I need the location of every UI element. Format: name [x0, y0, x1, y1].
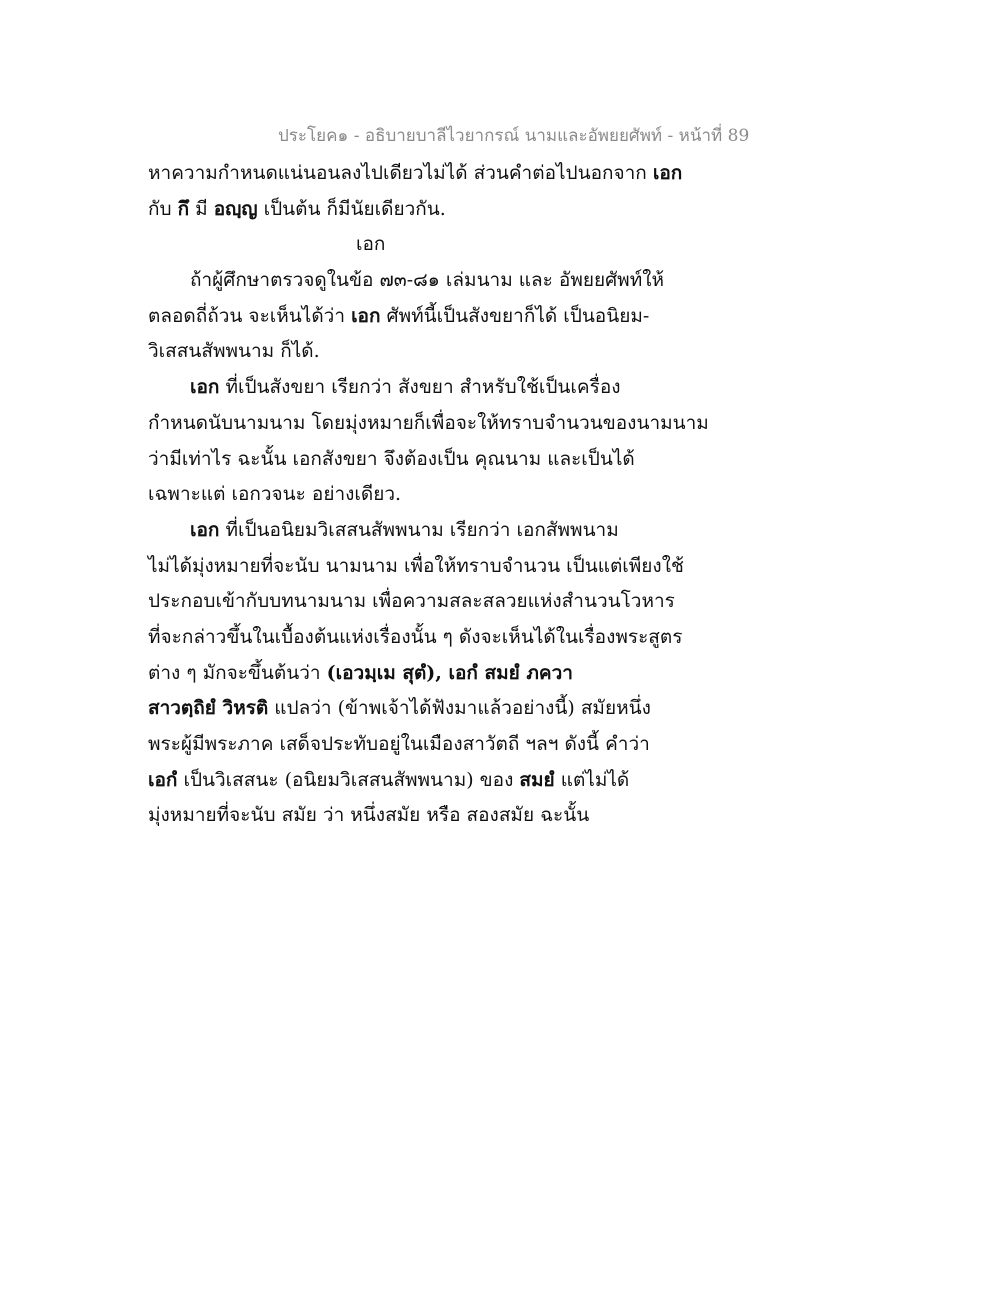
bold-term: เอกํ [148, 768, 178, 791]
text-line [148, 156, 708, 192]
text-segment: มี [189, 197, 214, 220]
text-line [148, 549, 708, 585]
text-segment: กำหนดนับนามนาม โดยมุ่งหมายก็เพื่อจะให้ทราบจำนวนของนามนาม [148, 411, 709, 434]
text-line [148, 406, 708, 442]
bold-term: เอก [190, 518, 220, 541]
text-segment: ที่เป็นอนิยมวิเสสนสัพพนาม เรียกว่า เอกสัพพนาม [219, 518, 619, 541]
text-line [148, 299, 708, 335]
text-segment: แต่ไม่ได้ [554, 768, 630, 791]
text-line [148, 584, 708, 620]
text-segment: มุ่งหมายที่จะนับ สมัย ว่า หนึ่งสมัย หรือ สองสมัย ฉะนั้น [148, 804, 590, 827]
text-line [148, 442, 708, 478]
bold-term: (เอวมฺเม สุตํ), เอกํ สมยํ ภควา [326, 661, 573, 684]
text-segment: ศัพท์นี้เป็นสังขยาก็ได้ เป็นอนิยม- [380, 304, 650, 327]
text-segment: ที่เป็นสังขยา เรียกว่า สังขยา สำหรับใช้เป็นเครื่อง [219, 376, 621, 399]
text-segment: ไม่ได้มุ่งหมายที่จะนับ นามนาม เพื่อให้ทราบจำนวน เป็นแต่เพียงใช้ [148, 554, 684, 577]
text-segment: เป็นต้น ก็มีนัยเดียวกัน. [257, 197, 446, 220]
text-line [148, 691, 708, 727]
text-line [148, 798, 708, 834]
text-segment: ตลอดถี่ถ้วน จะเห็นได้ว่า [148, 304, 352, 327]
text-line [148, 513, 708, 549]
text-segment: แปลว่า (ข้าพเจ้าได้ฟังมาแล้วอย่างนี้) สมัยหนึ่ง [268, 697, 651, 720]
section-heading [148, 227, 708, 263]
bold-term: สมยํ [519, 768, 555, 791]
text-segment: ถ้าผู้ศึกษาตรวจดูในข้อ ๗๓-๘๑ เล่มนาม และ อัพยยศัพท์ให้ [190, 269, 665, 292]
text-segment: พระผู้มีพระภาค เสด็จประทับอยู่ในเมืองสาวัตถี ฯลฯ ดังนี้ คำว่า [148, 733, 650, 755]
text-line [148, 620, 708, 656]
text-line [148, 263, 708, 299]
text-segment: ประกอบเข้ากับบทนามนาม เพื่อความสละสลวยแห่งสำนวนโวหาร [148, 590, 675, 613]
text-segment: เฉพาะแต่ เอกวจนะ อย่างเดียว. [148, 483, 402, 506]
bold-term: สาวตฺถิยํ วิหรติ [148, 697, 269, 720]
text-line [148, 763, 708, 799]
text-line [148, 477, 708, 513]
bold-term: เอก [190, 376, 220, 399]
text-segment: เอก [356, 233, 386, 256]
running-header: ประโยค๑ - อธิบายบาลีไวยากรณ์ นามและอัพยยศัพท์ - หน้าที่ 89 [278, 126, 750, 146]
text-segment: ต่าง ๆ มักจะขึ้นต้นว่า [148, 661, 327, 684]
bold-term: เอก [652, 162, 683, 184]
text-segment: ว่ามีเท่าไร ฉะนั้น เอกสังขยา จึงต้องเป็น คุณนาม และเป็นได้ [148, 447, 635, 470]
body-text [148, 156, 708, 834]
text-line [148, 192, 708, 228]
text-line [148, 727, 708, 763]
bold-term: เอก [351, 304, 381, 327]
text-segment: ที่จะกล่าวขึ้นในเบื้องต้นแห่งเรื่องนั้น ๆ ดังจะเห็นได้ในเรื่องพระสูตร [148, 625, 683, 648]
text-segment: เป็นวิเสสนะ (อนิยมวิเสสนสัพพนาม) ของ [177, 768, 520, 791]
bold-term: กึ [177, 197, 190, 220]
text-segment: หาความกำหนดแน่นอนลงไปเดียวไม่ได้ ส่วนคำต่อไปนอกจาก [148, 162, 653, 184]
bold-term: อญฺญ [213, 197, 258, 220]
text-line [148, 334, 708, 370]
text-line [148, 656, 708, 692]
text-segment: วิเสสนสัพพนาม ก็ได้. [148, 340, 320, 363]
text-line [148, 370, 708, 406]
text-segment: กับ [148, 197, 178, 220]
